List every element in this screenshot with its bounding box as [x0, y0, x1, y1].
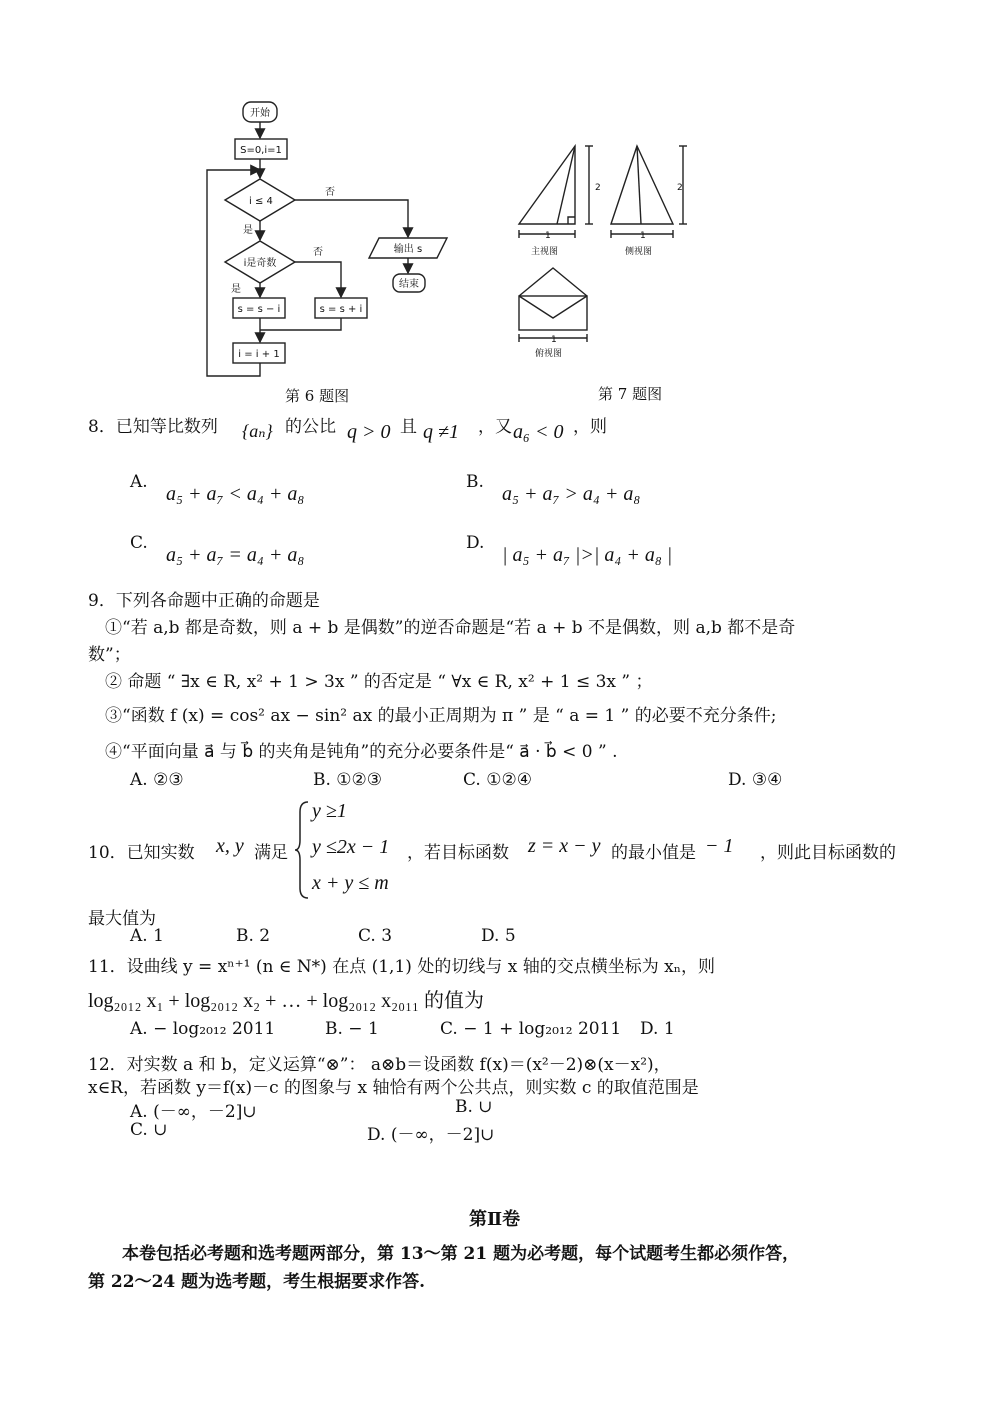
side-width-label: 1 — [640, 231, 646, 241]
side-height-label: 2 — [677, 183, 683, 193]
top-view-shape — [519, 296, 587, 330]
part2-title: 第Ⅱ卷 — [469, 1209, 521, 1230]
q10-stem-2: 最大值为 — [88, 909, 156, 929]
q11-line-1: 11．设曲线 y = xⁿ⁺¹ (n ∈ N*) 在点 (1,1) 处的切线与 x 轴的交点横坐标为 xₙ，则 — [88, 957, 716, 977]
q9-prop1-line2: 数”； — [88, 645, 131, 665]
end-label: 结束 — [399, 279, 419, 290]
q12-option-a: A. (－∞，－2]∪ — [130, 1102, 257, 1122]
q10-option-b: B. 2 — [236, 926, 271, 946]
increment-label: i = i + 1 — [238, 349, 280, 360]
q10-stem-e: ，则此目标函数的 — [760, 843, 896, 863]
q9-option-d: D. ③④ — [728, 770, 783, 790]
q9-option-b: B. ①②③ — [313, 770, 383, 790]
front-height-label: 2 — [595, 183, 601, 193]
q9-prop3: ③“函数 f (x) = cos² ax − sin² ax 的最小正周期为 π ” 是 “ a = 1 ” 的必要不充分条件; — [105, 706, 777, 726]
fig6-caption: 第 6 题图 — [285, 387, 350, 405]
q11-option-d: D. 1 — [640, 1019, 675, 1039]
top-view-label: 俯视图 — [535, 349, 563, 359]
part2-intro-line-2: 第 22～24 题为选考题，考生根据要求作答. — [88, 1272, 426, 1292]
yes1-label: 是 — [243, 225, 253, 236]
q8-option-a-label: A. — [130, 472, 148, 492]
no2-label: 否 — [313, 247, 323, 258]
q10-objective: z = x − y — [528, 835, 601, 857]
part2-intro-line-1: 本卷包括必考题和选考题两部分，第 13～第 21 题为必考题，每个试题考生都必须作答， — [122, 1244, 800, 1264]
q8-option-b-label: B. — [466, 472, 484, 492]
q8-cond-a6: a₆ < 0 — [513, 421, 564, 443]
q12-option-d: D. (－∞，－2]∪ — [367, 1125, 495, 1145]
q8-stem-b: 的公比 — [285, 417, 336, 437]
output-label: 输出 s — [393, 244, 423, 255]
q10-stem-c: ，若目标函数 — [407, 843, 509, 863]
q8-stem-e: ，则 — [573, 417, 607, 437]
q8-option-d-label: D. — [466, 533, 485, 553]
q12-line-1: 12．对实数 a 和 b，定义运算“⊗”： a⊗b＝设函数 f(x)＝(x²－2)⊗(x－x²)， — [88, 1055, 671, 1075]
q8-stem-a: 8．已知等比数列 — [88, 417, 218, 437]
q10-stem-d: 的最小值是 — [611, 843, 696, 863]
q9-option-a: A. ②③ — [130, 770, 184, 790]
q10-stem-a: 10．已知实数 — [88, 843, 195, 863]
q12-line-2: x∈R，若函数 y＝f(x)－c 的图象与 x 轴恰有两个公共点，则实数 c 的取值范围是 — [88, 1078, 699, 1098]
q10-option-a: A. 1 — [130, 926, 164, 946]
side-view-shape — [611, 146, 673, 224]
assign-add-label: s = s + i — [319, 304, 363, 315]
q8-option-d: | a₅ + a₇ |>| a₄ + a₈ | — [502, 544, 673, 566]
q12-option-b: B. ∪ — [455, 1097, 493, 1117]
top-width-label: 1 — [551, 335, 557, 345]
q8-option-c-label: C. — [130, 533, 148, 553]
yes2-label: 是 — [231, 284, 241, 295]
q10-vars: x, y — [216, 835, 244, 857]
q9-prop4: ④“平面向量 a⃗ 与 b⃗ 的夹角是钝角”的充分必要条件是“ a⃗ · b⃗ < 0 ” . — [105, 742, 618, 762]
front-width-label: 1 — [545, 231, 551, 241]
q9-prop2: ② 命题 “ ∃x ∈ R, x² + 1 > 3x ” 的否定是 “ ∀x ∈ R, x² + 1 ≤ 3x ” ； — [105, 672, 653, 692]
q10-constraint-2: y ≤2x − 1 — [312, 836, 390, 858]
q8-option-a: a₅ + a₇ < a₄ + a₈ — [166, 483, 305, 505]
top-view-roof — [519, 268, 587, 296]
q10-option-c: C. 3 — [358, 926, 393, 946]
q8-stem-c: 且 — [400, 417, 417, 437]
q10-option-d: D. 5 — [481, 926, 516, 946]
q10-constraint-3: x + y ≤ m — [312, 872, 389, 894]
q8-cond-q2: q ≠1 — [423, 421, 459, 443]
q9-prop1-line1: ①“若 a,b 都是奇数，则 a + b 是偶数”的逆否命题是“若 a + b 不是偶数，则 a,b 都不是奇 — [105, 618, 796, 638]
q12-option-c: C. ∪ — [130, 1120, 168, 1140]
q11-line-2: log₂₀₁₂ x₁ + log₂₀₁₂ x₂ + … + log₂₀₁₂ x₂₀₁₁ 的值为 — [88, 990, 485, 1012]
q10-constraint-1: y ≥1 — [312, 800, 347, 822]
q8-option-b: a₅ + a₇ > a₄ + a₈ — [502, 483, 641, 505]
q9-option-c: C. ①②④ — [463, 770, 532, 790]
q11-option-b: B. − 1 — [325, 1019, 379, 1039]
q8-stem-d: ，又 — [478, 417, 512, 437]
flowchart-figure — [195, 92, 455, 402]
q9-stem: 9．下列各命题中正确的命题是 — [88, 591, 320, 611]
assign-sub-label: s = s − i — [237, 304, 281, 315]
cond1-label: i ≤ 4 — [249, 196, 273, 207]
q8-cond-q: q > 0 — [347, 421, 391, 443]
init-label: S=0,i=1 — [240, 145, 282, 156]
no1-label: 否 — [325, 187, 335, 198]
system-brace — [294, 800, 310, 900]
q11-option-c: C. − 1 + log₂₀₁₂ 2011 — [440, 1019, 622, 1039]
q10-minval: − 1 — [705, 835, 734, 857]
q8-seq: {aₙ} — [242, 421, 273, 441]
fig7-caption: 第 7 题图 — [598, 385, 663, 403]
q11-option-a: A. − log₂₀₁₂ 2011 — [130, 1019, 276, 1039]
q10-stem-b: 满足 — [254, 843, 288, 863]
cond2-label: i是奇数 — [243, 258, 277, 269]
front-view-label: 主视图 — [531, 247, 559, 257]
three-views-figure — [505, 138, 700, 363]
q8-option-c: a₅ + a₇ = a₄ + a₈ — [166, 544, 305, 566]
start-label: 开始 — [250, 108, 270, 119]
side-view-label: 侧视图 — [625, 247, 653, 257]
